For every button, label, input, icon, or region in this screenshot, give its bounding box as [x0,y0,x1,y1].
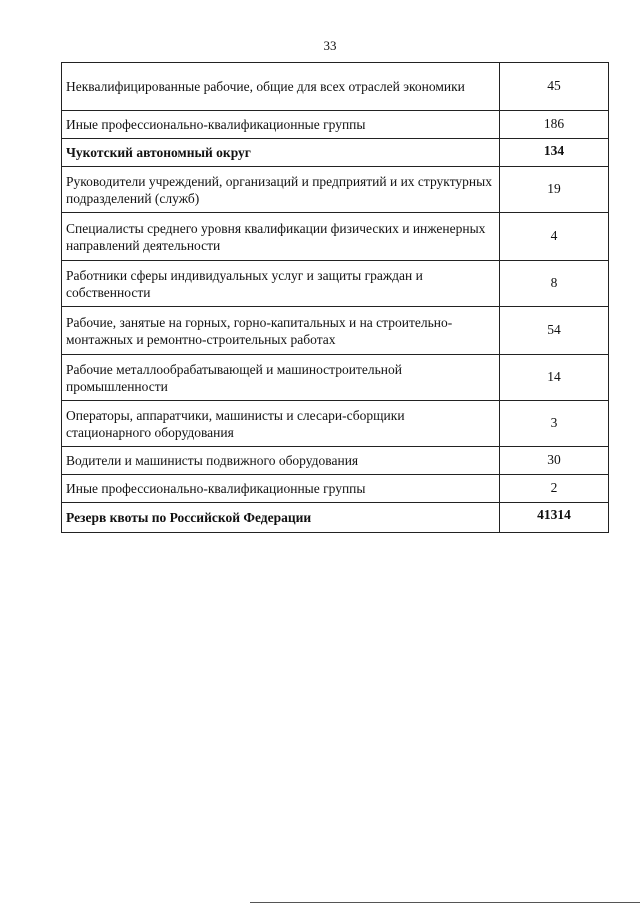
row-value: 3 [500,401,609,447]
quota-table-body [62,63,609,533]
row-value: 2 [500,475,609,503]
table-row [62,63,609,111]
row-value: 134 [500,139,609,167]
table-row [62,447,609,475]
row-label: Иные профессионально-квалификационные группы [62,475,500,503]
row-value: 14 [500,355,609,401]
table-row [62,261,609,307]
row-value: 4 [500,213,609,261]
row-value: 186 [500,111,609,139]
table-row [62,475,609,503]
table-row [62,355,609,401]
row-label: Рабочие, занятые на горных, горно-капитальных и на строительно-монтажных и ремонтно-строительных работах [62,307,500,355]
row-label: Неквалифицированные рабочие, общие для всех отраслей экономики [62,63,500,111]
quota-table [61,62,609,533]
row-label: Рабочие металлообрабатывающей и машиностроительной промышленности [62,355,500,401]
table-row [62,307,609,355]
row-label: Иные профессионально-квалификационные группы [62,111,500,139]
row-value: 45 [500,63,609,111]
table-row [62,111,609,139]
row-label: Водители и машинисты подвижного оборудования [62,447,500,475]
row-value: 19 [500,167,609,213]
row-value: 8 [500,261,609,307]
table-row-heading [62,139,609,167]
row-label: Работники сферы индивидуальных услуг и защиты граждан и собственности [62,261,500,307]
row-value: 54 [500,307,609,355]
row-value: 30 [500,447,609,475]
page-bottom-edge [250,902,640,903]
table-row [62,213,609,261]
page-number: 33 [323,38,337,53]
table-row [62,401,609,447]
row-label: Резерв квоты по Российской Федерации [62,503,500,533]
row-label: Чукотский автономный округ [62,139,500,167]
row-label: Операторы, аппаратчики, машинисты и слесари-сборщики стационарного оборудования [62,401,500,447]
row-value: 41314 [500,503,609,533]
row-label: Специалисты среднего уровня квалификации физических и инженерных направлений деятельности [62,213,500,261]
table-row [62,167,609,213]
row-label: Руководители учреждений, организаций и предприятий и их структурных подразделений (служб) [62,167,500,213]
table-row-heading [62,503,609,533]
